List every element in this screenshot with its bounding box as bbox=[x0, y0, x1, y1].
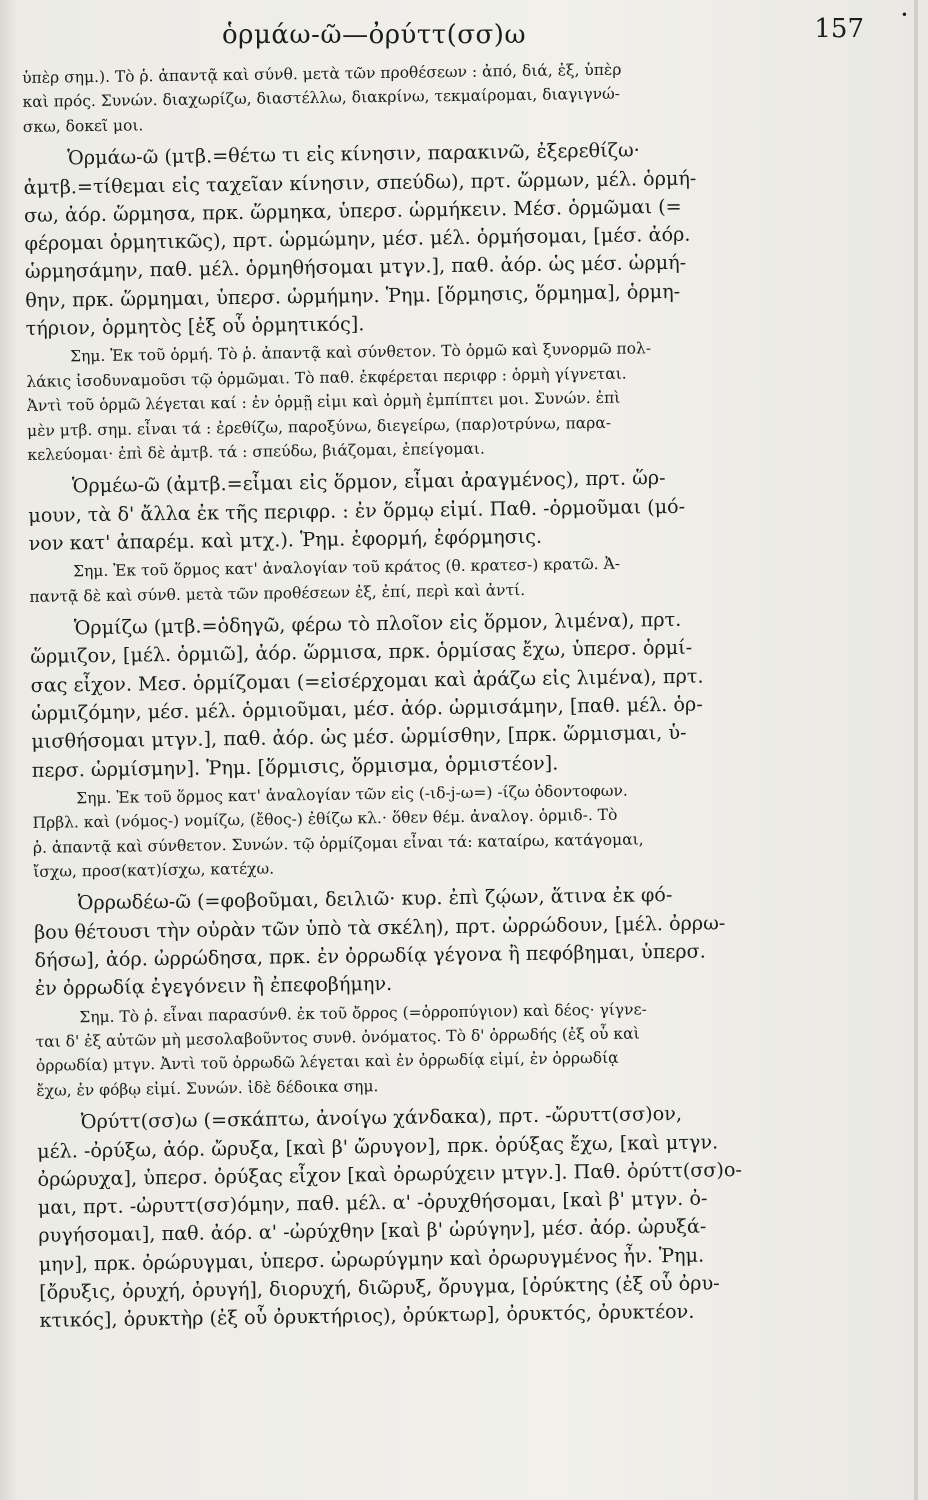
note-line: μὲν μτβ. σημ. εἶναι τά : ἐρεθίζω, παροξύνω, διεγείρω, (παρ)οτρύνω, παρα- bbox=[26, 413, 612, 440]
note-block bbox=[26, 333, 874, 467]
note-line: λάκις ἰσοδυναμοῦσι τῷ ὁρμῶμαι. Τὸ παθ. ἐκφέρεται περιφρ : ὁρμὴ γίγνεται. bbox=[26, 364, 627, 391]
note-line: παντᾷ δὲ καὶ σύνθ. μετὰ τῶν προθέσεων ἐξ, ἐπί, περὶ καὶ ἀντί. bbox=[29, 580, 526, 606]
text-body bbox=[22, 54, 886, 1335]
note-line: ἴσχω, προσ(κατ)ίσχω, κατέχω. bbox=[33, 859, 275, 881]
note-line: Σημ. Ἐκ τοῦ ὅρμος κατ' ἀναλογίαν τῶν εἰς (-ιδ-j-ω=) -ίζω ὀδοντοφων. bbox=[76, 781, 628, 808]
entry-line: μην], πρκ. ὀρώρυγμαι, ὑπερσ. ὠρωρύγμην καὶ ὀρωρυγμένος ἦν. Ῥημ. bbox=[38, 1243, 705, 1276]
note-line: ται δ' ἐξ αὐτῶν μὴ μεσολαβοῦντος συνθ. ὀνόματος. Τὸ δ' ὀρρωδής (ἐξ οὗ καὶ bbox=[35, 1024, 640, 1051]
note-line: κελεύομαι· ἐπὶ δὲ ἀμτβ. τά : σπεύδω, βιάζομαι, ἐπείγομαι. bbox=[27, 439, 485, 464]
entry-line: ὡρμιζόμην, μέσ. μέλ. ὁρμιοῦμαι, μέσ. ἀόρ. ὡρμισάμην, [παθ. μέλ. ὁρ- bbox=[30, 692, 703, 725]
note-line: ὑπὲρ σημ.). Τὸ ῥ. ἀπαντᾷ καὶ σύνθ. μετὰ τῶν προθέσεων : ἀπό, διά, ἐξ, ὑπὲρ bbox=[22, 60, 622, 87]
entry-line: τήριον, ὁρμητὸς [ἐξ οὗ ὁρμητικός]. bbox=[25, 312, 365, 340]
note-line: Ἀντὶ τοῦ ὁρμῶ λέγεται καί : ἐν ὁρμῇ εἰμι καὶ ὁρμὴ ἐμπίπτει μοι. Συνών. ἐπὶ bbox=[26, 388, 621, 416]
note-line: ἔχω, ἐν φόβῳ εἰμί. Συνών. ἰδὲ δέδοικα σημ. bbox=[36, 1076, 379, 1100]
entry-line: σω, ἀόρ. ὥρμησα, πρκ. ὥρμηκα, ὑπερσ. ὡρμήκειν. Μέσ. ὁρμῶμαι (= bbox=[23, 194, 682, 227]
corner-mark: • bbox=[900, 8, 908, 22]
entry-block bbox=[30, 603, 878, 785]
note-line: σκω, δοκεῖ μοι. bbox=[22, 116, 144, 136]
note-line: ὀρρωδία) μτγν. Ἀντὶ τοῦ ὀρρωδῶ λέγεται καὶ ἐν ὀρρωδίᾳ εἰμί, ἐν ὀρρωδίᾳ bbox=[35, 1049, 619, 1076]
page-edge bbox=[914, 0, 918, 1500]
entry-headword-line: Ὀρρωδέω-ῶ (=φοβοῦμαι, δειλιῶ· κυρ. ἐπὶ ζῴων, ἅτινα ἐκ φό- bbox=[77, 883, 673, 915]
entry-headword-line: Ὀρύττ(σσ)ω (=σκάπτω, ἀνοίγω χάνδακα), πρτ. -ὤρυττ(σσ)ον, bbox=[80, 1102, 683, 1134]
entry-line: ὀρώρυχα], ὑπερσ. ὀρύξας εἶχον [καὶ ὀρωρύχειν μτγν.]. Παθ. ὀρύττ(σσ)ο- bbox=[37, 1157, 743, 1191]
note-block bbox=[22, 54, 869, 139]
entry-block bbox=[37, 1097, 886, 1335]
entry-line: μισθήσομαι μτγν.], παθ. ἀόρ. ὡς μέσ. ὡρμίσθην, [πρκ. ὥρμισμαι, ὑ- bbox=[31, 721, 687, 754]
entry-line: βου θέτουσι τὴν οὐρὰν τῶν ὑπὸ τὰ σκέλη), πρτ. ὠρρώδουν, [μέλ. ὀρρω- bbox=[33, 911, 726, 944]
entry-line: ὡρμησάμην, παθ. μέλ. ὁρμηθήσομαι μτγν.], παθ. ἀόρ. ὡς μέσ. ὡρμή- bbox=[24, 251, 687, 284]
entry-line: κτικός], ὀρυκτὴρ (ἐξ οὗ ὀρυκτήριος), ὀρύκτωρ], ὀρυκτός, ὀρυκτέον. bbox=[39, 1300, 695, 1333]
running-title: ὁρμάω-ῶ—ὀρύττ(σσ)ω bbox=[222, 20, 527, 50]
entry-headword-line: Ὁρμέω-ῶ (ἀμτβ.=εἶμαι εἰς ὅρμον, εἶμαι ἀραγμένος), πρτ. ὥρ- bbox=[71, 466, 666, 498]
note-block bbox=[32, 775, 879, 884]
note-line: Πρβλ. καὶ (νόμος-) νομίζω, (ἔθος-) ἐθίζω κλ.· ὅθεν θέμ. ἀναλογ. ὁρμιδ-. Τὸ bbox=[32, 805, 618, 833]
entry-line: ὥρμιζον, [μέλ. ὁρμιῶ], ἀόρ. ὥρμισα, πρκ. ὁρμίσας ἔχω, ὑπερσ. ὁρμί- bbox=[30, 636, 693, 669]
entry-line: δήσω], ἀόρ. ὠρρώδησα, πρκ. ἐν ὀρρωδίᾳ γέγονα ἢ πεφόβημαι, ὑπερσ. bbox=[34, 939, 706, 972]
note-block bbox=[35, 994, 882, 1103]
note-line: ῥ. ἀπαντᾷ καὶ σύνθετον. Συνών. τῷ ὁρμίζομαι εἶναι τά: καταίρω, κατάγομαι, bbox=[32, 830, 644, 857]
entry-line: μουν, τὰ δ' ἄλλα ἐκ τῆς περιφρ. : ἐν ὅρμῳ εἰμί. Παθ. -ὁρμοῦμαι (μό- bbox=[28, 494, 686, 527]
entry-line: ἀμτβ.=τίθεμαι εἰς ταχεῖαν κίνησιν, σπεύδω), πρτ. ὥρμων, μέλ. ὁρμή- bbox=[23, 166, 697, 199]
entry-line: ρυγήσομαι], παθ. ἀόρ. α' -ὠρύχθην [καὶ β' ὠρύγην], μέσ. ἀόρ. ὠρυξά- bbox=[38, 1214, 707, 1248]
entry-line: [ὄρυξις, ὀρυχή, ὀρυγή], διορυχή, διῶρυξ, ὄρυγμα, [ὀρύκτης (ἐξ οὗ ὀρυ- bbox=[38, 1271, 720, 1304]
entry-block bbox=[28, 461, 875, 558]
entry-line: μαι, πρτ. -ὠρυττ(σσ)όμην, παθ. μέλ. α' -ὀρυχθήσομαι, [καὶ β' μτγν. ὀ- bbox=[37, 1186, 708, 1220]
entry-line: νον κατ' ἀπαρέμ. καὶ μτχ.). Ῥημ. ἐφορμή, ἐφόρμησις. bbox=[28, 524, 543, 555]
entry-line: φέρομαι ὁρμητικῶς), πρτ. ὡρμώμην, μέσ. μέλ. ὁρμήσομαι, [μέσ. ἀόρ. bbox=[24, 222, 691, 256]
entry-line: μέλ. -ὀρύξω, ἀόρ. ὤρυξα, [καὶ β' ὤρυγον], πρκ. ὀρύξας ἔχω, [καὶ μτγν. bbox=[36, 1129, 719, 1163]
running-head bbox=[22, 8, 908, 54]
note-block bbox=[29, 548, 876, 609]
entry-block bbox=[23, 133, 872, 343]
note-line: Σημ. Τὸ ῥ. εἶναι παρασύνθ. ἐκ τοῦ ὄρρος (=ὀρροπύγιον) καὶ δέος· γίγνε- bbox=[79, 999, 647, 1026]
entry-line: σας εἶχον. Μεσ. ὁρμίζομαι (=εἰσέρχομαι καὶ ἀράζω εἰς λιμένα), πρτ. bbox=[30, 664, 704, 697]
note-line: Σημ. Ἐκ τοῦ ὁρμή. Τὸ ῥ. ἀπαντᾷ καὶ σύνθετον. Τὸ ὁρμῶ καὶ ξυνορμῶ πολ- bbox=[69, 339, 652, 366]
entry-line: θην, πρκ. ὥρμημαι, ὑπερσ. ὡρμήμην. Ῥημ. [ὅρμησις, ὅρμημα], ὁρμη- bbox=[25, 279, 681, 312]
page-number: 157 bbox=[814, 14, 864, 44]
entry-headword-line: Ὁρμίζω (μτβ.=ὁδηγῶ, φέρω τὸ πλοῖον εἰς ὅρμον, λιμένα), πρτ. bbox=[73, 607, 682, 640]
note-line: καὶ πρός. Συνών. διαχωρίζω, διαστέλλω, διακρίνω, τεκμαίρομαι, διαγιγνώ- bbox=[22, 85, 621, 112]
note-line: Σημ. Ἐκ τοῦ ὅρμος κατ' ἀναλογίαν τοῦ κράτος (θ. κρατεσ-) κρατῶ. Ἀ- bbox=[72, 554, 621, 581]
entry-line: ἐν ὀρρωδίᾳ ἐγεγόνειν ἢ ἐπεφοβήμην. bbox=[34, 972, 393, 1001]
entry-headword-line: Ὁρμάω-ῶ (μτβ.=θέτω τι εἰς κίνησιν, παρακινῶ, ἐξερεθίζω· bbox=[67, 138, 640, 170]
entry-block bbox=[34, 879, 881, 1004]
entry-line: περσ. ὡρμίσμην]. Ῥημ. [ὅρμισις, ὅρμισμα, ὁρμιστέον]. bbox=[31, 751, 559, 782]
